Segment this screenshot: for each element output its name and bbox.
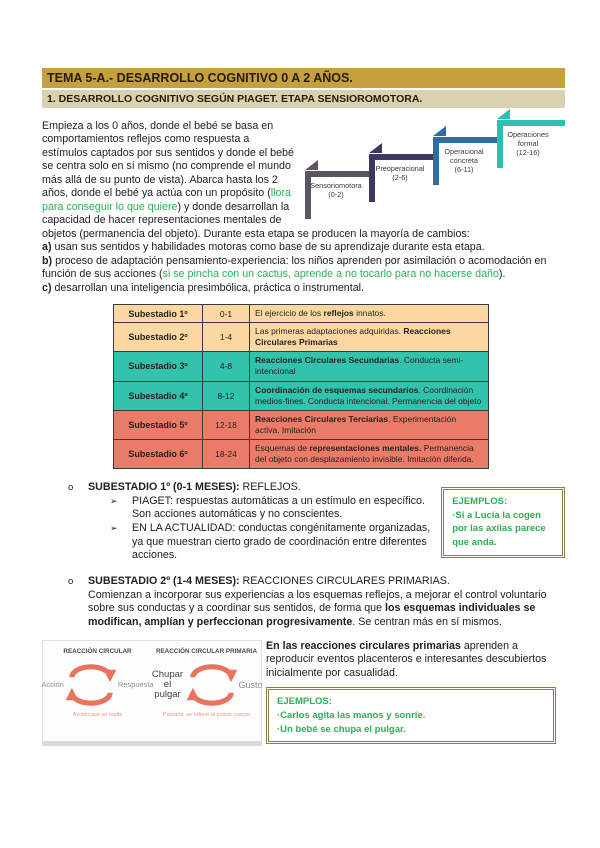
- circular-reaction-image: [42, 640, 262, 746]
- ejemplos-title: EJEMPLOS:: [277, 696, 332, 708]
- table-row: [114, 381, 489, 410]
- substage-label: Subestadio 2º: [114, 323, 203, 352]
- stage-label: Sensoriomotora: [310, 181, 362, 190]
- substage-label: Subestadio 5º: [114, 410, 203, 439]
- substage2-heading: SUBESTADIO 2º (1-4 MESES): REACCIONES CIRCULARES PRIMARIAS.: [88, 574, 450, 587]
- piaget-stages-diagram: [305, 120, 565, 214]
- page-title: TEMA 5-A.- DESARROLLO COGNITIVO 0 A 2 AÑOS.: [42, 68, 565, 88]
- stage-label: Operaciones formal: [507, 130, 549, 149]
- bullet-text: EN LA ACTUALIDAD: conductas congénitamente organizadas, ya que muestran cierto grado de coordinación entre diferentes acciones.: [132, 521, 431, 562]
- substage2-body: Comienzan a incorporar sus experiencias a los esquemas reflejos, a mejorar el control voluntario sobre sus conductas y a coordinar sus sentidos, de forma que los esquemas individuales se modifican, amplían y perfeccionan progresivamente. Se centran más en sí mismos.: [88, 588, 547, 628]
- substage-desc: Coordinación de esquemas secundarios. Coordinación medios-fines. Conducta intencional. Permanencia del objeto: [250, 381, 489, 410]
- stage-step-operacional-concreta: [433, 137, 495, 179]
- substage-age: 8-12: [203, 381, 250, 410]
- table-row: [114, 352, 489, 381]
- stage-range: (6-11): [454, 165, 474, 175]
- stage-label: Operacional concreta: [444, 147, 484, 166]
- arrow-bullet-icon: ➢: [110, 522, 118, 533]
- table-row: [114, 410, 489, 439]
- intro-paragraph: [42, 120, 565, 241]
- intro-text: Empieza a los 0 años, donde el bebé se basa en comportamientos reflejos como respuesta a estímulos captados por sus sentidos y donde el bebé se centra solo en sí mismo (no comprende el mundo más allá de su punto de vista). Abarca hasta los 2 años, donde el bebé ya actúa con un propósito (llora para conseguir lo que quiere) y donde desarrollan la capacidad de hacer representaciones mentales de objetos (permanencia del objeto). Durante esta etapa se producen la mayoría de cambios:: [42, 120, 470, 240]
- circle-bullet-marker: o: [68, 481, 74, 493]
- step-triangle-icon: [305, 160, 318, 170]
- substage-age: 0-1: [203, 305, 250, 323]
- table-row: [114, 323, 489, 352]
- bullet-text: PIAGET: respuestas automáticas a un estímulo en específico. Son acciones automáticas y no conscientes.: [132, 494, 425, 521]
- change-item-b: b) proceso de adaptación pensamiento-experiencia: los niños aprenden por asimilación o acomodación en función de sus acciones (si se pincha con un cactus, aprende a no tocarlo para no hacerse daño).: [42, 254, 547, 281]
- diagram-title: REACCIÓN CIRCULAR: [63, 647, 132, 655]
- diagram-word-accion: Acción: [41, 680, 64, 690]
- reaccion-circular-primaria-diagram: [151, 647, 263, 741]
- diagram-title: REACCIÓN CIRCULAR PRIMARIA: [155, 647, 258, 655]
- list-item: [110, 522, 433, 563]
- substage-label: Subestadio 3º: [114, 352, 203, 381]
- list-item: [110, 495, 433, 522]
- diagram-caption: Primaria: se refiere al propio cuerpo: [162, 711, 251, 718]
- substage-desc: El ejercicio de los reflejos innatos.: [250, 305, 489, 323]
- substage-label: Subestadio 4º: [114, 381, 203, 410]
- table-row: [114, 439, 489, 468]
- ejemplos-lines: ·Carlos agita las manos y sonríe. ·Un bebé se chupa el pulgar.: [277, 709, 426, 735]
- step-triangle-icon: [433, 126, 446, 136]
- section-heading: 1. DESARROLLO COGNITIVO SEGÚN PIAGET. ETAPA SENSIOROMOTORA.: [42, 90, 565, 108]
- ejemplos-box-2: [266, 687, 556, 744]
- stage-label: Preoperacional: [375, 164, 425, 173]
- stage-step-sensoriomotora: [305, 171, 367, 213]
- substage-desc: Esquemas de representaciones mentales. Permanencia del objeto con desplazamiento invisible. Imitación diferida.: [250, 439, 489, 468]
- substage-desc: Reacciones Circulares Terciarias. Experimentación activa. Imitación: [250, 410, 489, 439]
- ejemplos-box-1: [441, 487, 565, 558]
- diagram-word-respuesta: Respuesta: [117, 680, 154, 690]
- reaccion-circular-diagram: [41, 647, 154, 741]
- stage-range: (2-6): [392, 173, 408, 183]
- substage-age: 4-8: [203, 352, 250, 381]
- substage-desc: Reacciones Circulares Secundarias. Conducta semi-intencional: [250, 352, 489, 381]
- substage-label: Subestadio 6º: [114, 439, 203, 468]
- circular-arrows-icon: [186, 659, 238, 711]
- substage-desc: Las primeras adaptaciones adquiridas. Reacciones Circulares Primarias: [250, 323, 489, 352]
- substage1-section: [42, 481, 565, 563]
- change-item-c: c) desarrollan una inteligencia presimbólica, práctica o instrumental.: [42, 281, 364, 294]
- stage-range: (12-16): [516, 148, 540, 158]
- stage-range: (0-2): [328, 190, 344, 200]
- change-item-a: a) usan sus sentidos y habilidades motoras como base de su aprendizaje durante esta etapa.: [42, 241, 485, 254]
- substage-age: 1-4: [203, 323, 250, 352]
- substage1-heading: SUBESTADIO 1º (0-1 MESES): REFLEJOS.: [88, 480, 301, 493]
- changes-list: [42, 241, 565, 295]
- primary-reactions-paragraph: En las reacciones circulares primarias aprenden a reproducir eventos placenteros e interesantes descubiertos inicialmente por casualidad.: [266, 639, 547, 679]
- substage-label: Subestadio 1º: [114, 305, 203, 323]
- diagram-word-gusto: Gusto: [238, 679, 263, 690]
- circular-reaction-block: [42, 640, 565, 746]
- arrow-bullet-icon: ➢: [110, 495, 118, 506]
- substages-table: [113, 304, 489, 469]
- diagram-caption: Acción que se repite: [72, 711, 123, 718]
- table-row: [114, 305, 489, 323]
- step-triangle-icon: [497, 109, 510, 119]
- ejemplos-lines: ·Si a Lucía la cogen por las axilas parece que anda.: [452, 509, 546, 549]
- step-triangle-icon: [369, 143, 382, 153]
- substage-age: 12-18: [203, 410, 250, 439]
- circular-arrows-icon: [65, 659, 117, 711]
- substage-age: 18-24: [203, 439, 250, 468]
- substage2-section: [42, 575, 565, 630]
- circle-bullet-marker: o: [68, 575, 74, 587]
- stage-step-operaciones-formales: [497, 120, 559, 162]
- stage-step-preoperacional: [369, 154, 431, 196]
- diagram-word-chupar: Chupar el pulgar: [151, 668, 184, 700]
- ejemplos-title: EJEMPLOS:: [452, 495, 508, 507]
